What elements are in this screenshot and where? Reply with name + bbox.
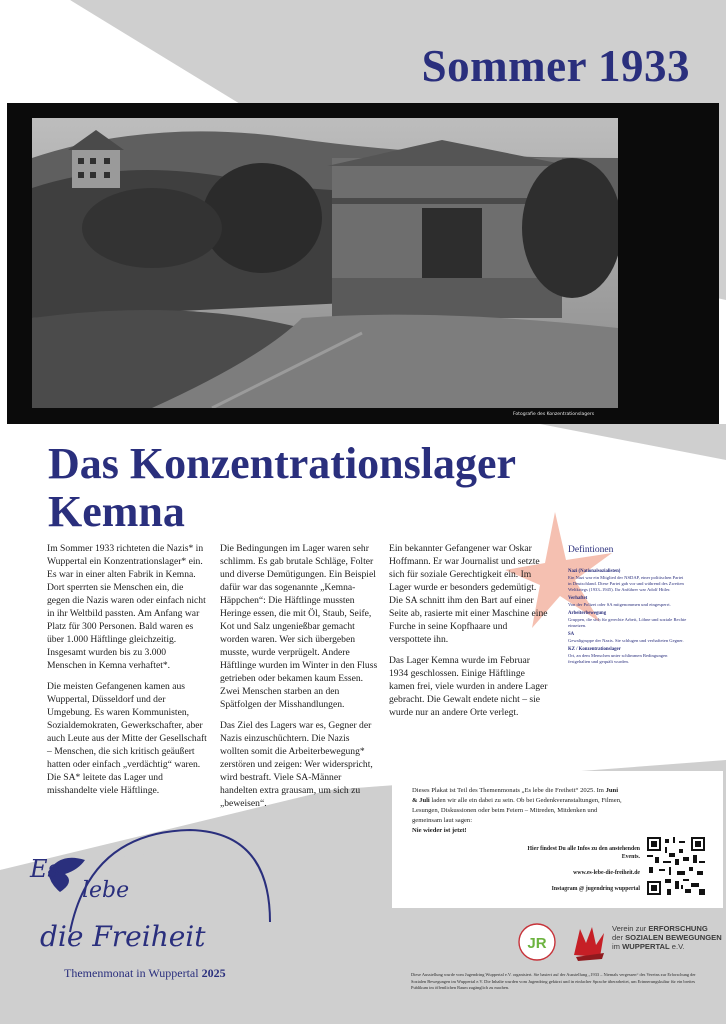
- instagram-link[interactable]: Instagram @ jugendring wuppertal: [551, 886, 640, 892]
- verein-line2: der: [612, 933, 626, 942]
- text-column-2: [220, 542, 378, 818]
- definitions-box: [568, 545, 688, 665]
- definition-text: Ort, an dem Menschen unter schlimmen Bedingungen festgehalten und gequält wurden.: [568, 653, 668, 664]
- verein-bold3: WUPPERTAL: [622, 942, 670, 951]
- definition-term: Arbeiterbewegung: [568, 611, 607, 616]
- verein-bold1: ERFORSCHUNG: [648, 924, 708, 933]
- verein-logo-icon: [570, 923, 610, 961]
- event-info-text: [412, 786, 622, 836]
- verein-line1: Verein zur: [612, 924, 649, 933]
- paragraph: Ein bekannter Gefangener war Oskar Hoffmann. Er war Journalist und setzte sich für soziale Gerechtigkeit ein. Im Lager wurde er besonders gedemütigt. Die SA schnitt ihm den Bart auf einer Seite ab, rasierte mit einer Maschine eine Furche in seine Kopfhaare und verspottete ihn.: [389, 543, 548, 645]
- event-info-box: [392, 771, 723, 908]
- logo-subtitle: [64, 966, 226, 981]
- verein-text: [612, 924, 722, 951]
- jr-label: JR: [527, 935, 547, 952]
- definition-text: Gruppen, die sich für gerechte Arbeit, Löhne und soziale Rechte einsetzen.: [568, 617, 687, 628]
- event-links: [522, 845, 640, 901]
- logo-subtitle-text: Themenmonat in Wuppertal: [64, 966, 199, 980]
- logo-freiheit: die Freiheit: [40, 920, 206, 953]
- verein-line3: im: [612, 942, 623, 951]
- text-column-1: [47, 542, 207, 805]
- definition-term: KZ / Konzentrationslager: [568, 647, 621, 652]
- info-text-bold: Juni & Juli: [412, 787, 619, 804]
- paragraph: Das Lager Kemna wurde im Februar 1934 geschlossen. Einige Häftlinge kamen frei, viele wurden in andere Lager gebracht. Die Gewalt endete nicht – sie wurde nur an andere Orte verlegt.: [389, 655, 548, 718]
- verein-bold2: SOZIALEN BEWEGUNGEN: [625, 933, 722, 942]
- logo-year: 2025: [201, 966, 226, 980]
- paragraph: Im Sommer 1933 richteten die Nazis* in Wuppertal ein Konzentrationslager* ein. Es war in einer alten Fabrik in Kemna. Dort sperrten sie Menschen ein, die gegen die Nazis waren oder einfach nicht in ihr Weltbild passten. Am Anfang war Platz für 300 Personen. Bald waren es über 1.000 Häftlinge gleichzeitig. Insgesamt wurden bis zu 3.000 Menschen in Kemna verhaftet*.: [47, 543, 206, 671]
- info-text-post: laden wir alle ein dabei zu sein. Ob bei Gedenkveranstaltungen, Filmen, Lesungen, Diskussionen oder beim Feiern – Mitreden, Mitdenken und gemeinsam laut sagen:: [412, 797, 622, 824]
- definition-term: SA: [568, 632, 575, 637]
- more-info-text: Hier findest Du alle Infos zu den anstehenden Events.: [527, 846, 640, 860]
- concentration-camp-photo: [32, 118, 618, 408]
- definition-text: Ein Nazi war ein Mitglied der NSDAP, einer politischen Partei in Deutschland. Diese Partei gab vor und während des Zweiten Weltkriegs (1933–1945). Ihr Anführer war Adolf Hitler.: [568, 575, 684, 592]
- logo-es: Es: [30, 855, 60, 883]
- definition-text: Von der Polizei oder SA mitgenommen und eingesperrt.: [568, 602, 671, 607]
- definition-term: Nazi (Nationalsozialisten): [568, 569, 621, 574]
- footer-credits: Diese Ausstellung wurde vom Jugendring Wuppertal e.V. organisiert. Sie basiert auf der Ausstellung „1933 – Niemals vergessen“ des Vereins zur Erforschung der Sozialen Bewegungen im Wuppertal e.V. Die Inhalte wurden vom Jugendring gekürzt und in einfacher Sprache überarbeitet, um Erinnerungskultur für ein breites Publikum im öffentlichen Raum zugänglich zu machen.: [411, 972, 696, 990]
- page-header-title: Sommer 1933: [421, 41, 690, 91]
- info-text-pre: Dieses Plakat ist Teil des Themenmonats „Es lebe die Freiheit“ 2025. Im: [412, 787, 606, 794]
- logo-lebe: lebe: [82, 878, 130, 903]
- article-title: Das Konzentrationslager Kemna: [48, 439, 516, 536]
- qr-code-icon[interactable]: [647, 837, 705, 895]
- jugendring-logo-icon: [517, 922, 557, 962]
- definition-term: Verhaftet: [568, 596, 588, 601]
- paragraph: Die meisten Gefangenen kamen aus Wuppertal, Düsseldorf und der Umgebung. Es waren Kommunisten, Sozialdemokraten, Gewerkschafter, aber auch Leute aus der Mitte der Gesellschaft – Menschen, die sich kritisch geäußert hatten oder einfach „verdächtig“ waren. Die SA* leitete das Lager und misshandelte viele Häftlinge.: [47, 681, 207, 796]
- definition-text: Gewaltgruppe der Nazis. Sie schlugen und verhafteten Gegner.: [568, 638, 684, 643]
- paragraph: Das Ziel des Lagers war es, Gegner der Nazis einzuschüchtern. Die Nazis wollten somit die Arbeiterbewegung* zerstören und zeigen: Wer widerspricht, wird bestraft. Viele SA-Männer handelten extra grausam, um sich zu „beweisen“.: [220, 720, 373, 809]
- slogan: Nie wieder ist jetzt!: [412, 827, 467, 834]
- paragraph: Die Bedingungen im Lager waren sehr schlimm. Es gab brutale Schläge, Folter und diverse Demütigungen. Ein Beispiel dafür war das sogenannte „Kemna-Häppchen“: Die Häftlinge mussten Heringe essen, die mit Öl, Staub, Seife, Kot und Salz ungenießbar gemacht worden waren. Wer sich übergeben musste, wurde verprügelt. Andere Häftlinge wurden im Winter in den Fluss getrieben oder bekamen kaum Essen. Zwei Menschen starben an den Spätfolgen der Misshandlungen.: [220, 543, 378, 710]
- text-column-3: [389, 542, 549, 727]
- website-link[interactable]: www.es-lebe-die-freiheit.de: [573, 870, 640, 876]
- definitions-title: Defintionen: [568, 545, 614, 555]
- photo-caption: Fotografie des Konzentrationslagers: [513, 412, 595, 417]
- verein-end: e.V.: [669, 942, 685, 951]
